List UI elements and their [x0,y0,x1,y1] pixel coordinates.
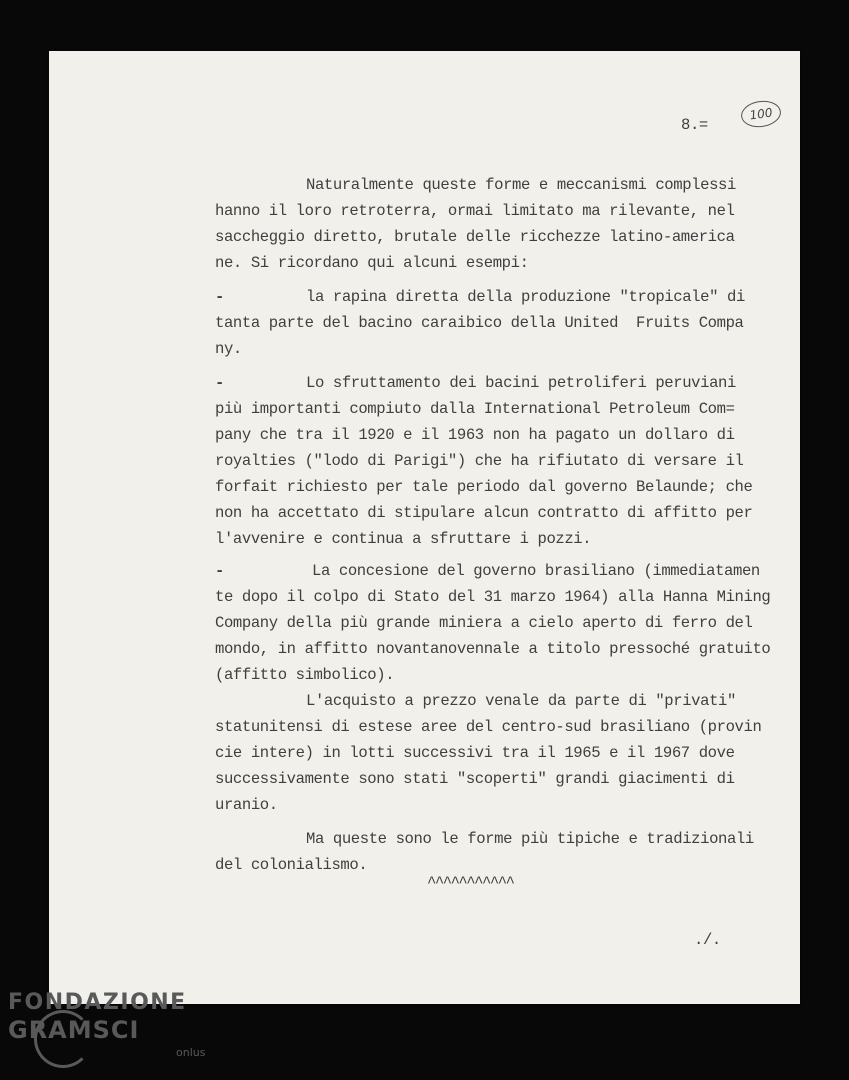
text-line: statunitensi di estese aree del centro-sud brasiliano (provin [215,718,762,736]
text-line: del colonialismo. [215,856,368,874]
text-line: uranio. [215,796,278,814]
continuation-mark: ./. [694,931,721,949]
fondazione-gramsci-logo [8,990,228,1072]
logo-bottom-text: GRAMSCI [8,1016,140,1044]
text-line: (affitto simbolico). [215,666,395,684]
bullet-dash: - [215,288,224,306]
text-line: Naturalmente queste forme e meccanismi complessi [306,176,736,194]
text-line: La concesione del governo brasiliano (immediatamen [312,562,760,580]
text-line: Company della più grande miniera a cielo aperto di ferro del [215,614,753,632]
text-line: forfait richiesto per tale periodo dal governo Belaunde; che [215,478,753,496]
text-line: Lo sfruttamento dei bacini petroliferi peruviani [306,374,736,392]
logo-top-text: FONDAZIONE [8,990,187,1015]
text-line: mondo, in affitto novantanovennale a titolo pressoché gratuito [215,640,771,658]
text-line: tanta parte del bacino caraibico della United Fruits Compa [215,314,744,332]
logo-suffix-text: onlus [176,1046,206,1059]
text-line: te dopo il colpo di Stato del 31 marzo 1964) alla Hanna Mining [215,588,771,606]
bullet-dash: - [215,374,224,392]
text-line: successivamente sono stati "scoperti" grandi giacimenti di [215,770,735,788]
text-line: ny. [215,340,242,358]
text-line: l'avvenire e continua a sfruttare i pozzi. [215,530,592,548]
text-line: Ma queste sono le forme più tipiche e tradizionali [306,830,754,848]
page-number: 8.= [681,116,708,134]
circled-page-number: 100 [739,98,782,129]
separator-caret-line: ^^^^^^^^^^^ [427,874,514,892]
text-line: hanno il loro retroterra, ormai limitato ma rilevante, nel [215,202,735,220]
text-line: la rapina diretta della produzione "tropicale" di [306,288,745,306]
text-line: ne. Si ricordano qui alcuni esempi: [215,254,529,272]
text-line: cie intere) in lotti successivi tra il 1965 e il 1967 dove [215,744,735,762]
text-line: pany che tra il 1920 e il 1963 non ha pagato un dollaro di [215,426,735,444]
text-line: più importanti compiuto dalla International Petroleum Com= [215,400,735,418]
text-line: saccheggio diretto, brutale delle ricchezze latino-america [215,228,735,246]
document-page [49,51,800,1004]
text-line: non ha accettato di stipulare alcun contratto di affitto per [215,504,753,522]
text-line: L'acquisto a prezzo venale da parte di "privati" [306,692,736,710]
text-line: royalties ("lodo di Parigi") che ha rifiutato di versare il [215,452,744,470]
bullet-dash: - [215,562,224,580]
